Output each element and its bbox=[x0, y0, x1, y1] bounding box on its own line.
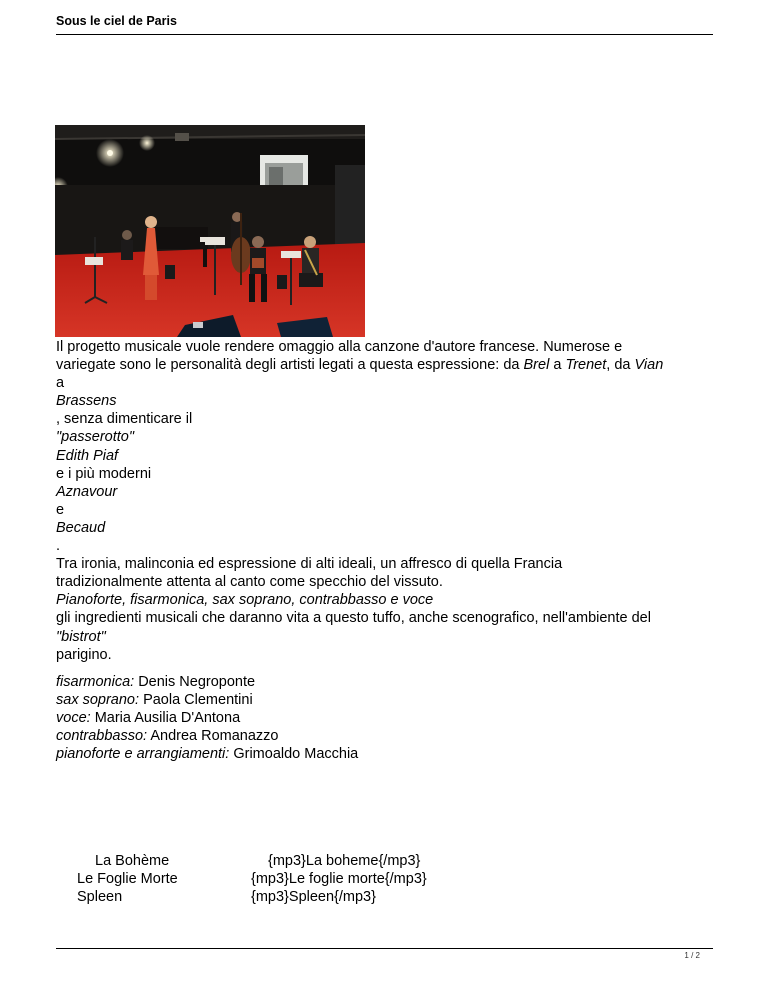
page-number: 1 / 2 bbox=[684, 951, 700, 960]
intro-tra-line-1: Tra ironia, malinconia ed espressione di alti ideali, un affresco di quella Francia bbox=[56, 556, 563, 573]
intro-e: e bbox=[56, 501, 65, 518]
name-vian: Vian bbox=[634, 357, 664, 374]
credit-line bbox=[56, 709, 358, 727]
credit-line bbox=[56, 691, 358, 709]
intro-strumenti: Pianoforte, fisarmonica, sax soprano, contrabbasso e voce bbox=[56, 592, 434, 609]
article-body bbox=[56, 338, 716, 664]
name-brassens: Brassens bbox=[56, 393, 117, 410]
name-trenet: Trenet bbox=[565, 357, 607, 374]
credit-name: Grimoaldo Macchia bbox=[233, 746, 359, 763]
intro-tra-line-2: tradizionalmente attenta al canto come specchio del vissuto. bbox=[56, 574, 443, 591]
credits-list bbox=[56, 673, 358, 763]
track-player-code[interactable]: {mp3}Spleen{/mp3} bbox=[251, 889, 376, 906]
track-players bbox=[251, 852, 427, 906]
page-header-title: Sous le ciel de Paris bbox=[56, 14, 177, 28]
track-title: La Bohème bbox=[95, 853, 170, 869]
intro-senza: , senza dimenticare il bbox=[56, 411, 193, 428]
credit-role: pianoforte e arrangiamenti: bbox=[56, 746, 230, 763]
concert-photo bbox=[55, 125, 365, 337]
header-divider bbox=[56, 34, 713, 35]
intro-bistrot: "bistrot" bbox=[56, 628, 106, 645]
intro-a: a bbox=[56, 375, 65, 392]
name-brel: Brel bbox=[523, 357, 550, 374]
credit-name: Denis Negroponte bbox=[138, 674, 256, 690]
credit-role: contrabbasso: bbox=[56, 728, 148, 745]
footer-divider bbox=[56, 948, 713, 949]
track-titles bbox=[77, 852, 178, 906]
credit-role: sax soprano: bbox=[56, 692, 140, 709]
name-becaud: Becaud bbox=[56, 519, 106, 536]
credit-name: Paola Clementini bbox=[143, 692, 253, 709]
credit-line bbox=[56, 673, 358, 691]
credit-name: Maria Ausilia D'Antona bbox=[94, 710, 241, 727]
intro-parigino: parigino. bbox=[56, 646, 112, 663]
intro-line-1: Il progetto musicale vuole rendere omaggio alla canzone d'autore francese. Numerose e bbox=[56, 339, 623, 355]
intro-dot: . bbox=[56, 538, 61, 555]
track-player-code[interactable]: {mp3}La boheme{/mp3} bbox=[268, 853, 421, 869]
intro-ingredienti: gli ingredienti musicali che daranno vita a questo tuffo, anche scenografico, nell'ambiente del bbox=[56, 610, 651, 627]
intro-passerotto: "passerotto" bbox=[56, 429, 135, 446]
track-title: Le Foglie Morte bbox=[77, 871, 178, 888]
credit-role: voce: bbox=[56, 710, 91, 727]
credit-role: fisarmonica: bbox=[56, 674, 135, 690]
track-title: Spleen bbox=[77, 889, 123, 906]
credit-line bbox=[56, 745, 358, 763]
intro-moderni: e i più moderni bbox=[56, 465, 152, 482]
intro-line-2: variegate sono le personalità degli artisti legati a questa espressione: da Brel a Trenet, da Vian bbox=[56, 357, 664, 374]
track-player-code[interactable]: {mp3}Le foglie morte{/mp3} bbox=[251, 871, 427, 888]
name-piaf: Edith Piaf bbox=[56, 447, 119, 464]
credit-name: Andrea Romanazzo bbox=[150, 728, 279, 745]
credit-line bbox=[56, 727, 358, 745]
name-aznavour: Aznavour bbox=[56, 483, 118, 500]
